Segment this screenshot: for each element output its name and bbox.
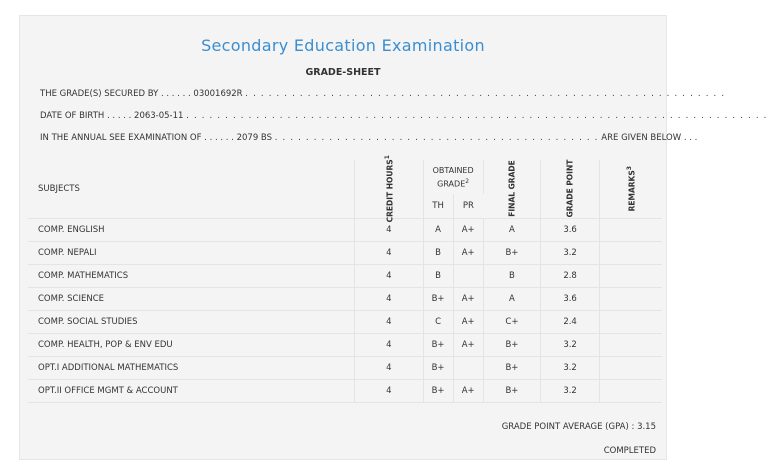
final-grade-cell: B+ <box>483 356 540 379</box>
credit-hours-cell: 4 <box>355 356 423 379</box>
credit-hours-cell: 4 <box>355 310 423 333</box>
practical-grade-cell: A+ <box>453 333 483 356</box>
exam-line <box>40 133 698 145</box>
remarks-cell <box>599 333 662 356</box>
dob-dots: . . . . . . . . . . . . . . . . . . . . . . . . . . . . . . . . . . . . . . . . . . . . . . . . . . . . . . . . . . . . . . . . . . . . . . . . . . . <box>186 111 768 121</box>
theory-grade-cell: C <box>423 310 453 333</box>
theory-grade-cell: B <box>423 241 453 264</box>
table-row <box>28 241 662 264</box>
dob-label: DATE OF BIRTH . . . . . <box>40 111 132 121</box>
final-grade-cell: C+ <box>483 310 540 333</box>
final-grade-cell: A <box>483 287 540 310</box>
table-row <box>28 379 662 402</box>
remarks-cell <box>599 356 662 379</box>
secured-by-line <box>40 89 726 101</box>
subject-cell: COMP. MATHEMATICS <box>28 264 355 287</box>
remarks-cell <box>599 264 662 287</box>
table-row <box>28 264 662 287</box>
practical-grade-cell <box>453 264 483 287</box>
theory-grade-cell: A <box>423 218 453 241</box>
grade-point-cell: 2.8 <box>541 264 600 287</box>
theory-grade-cell: B+ <box>423 333 453 356</box>
remarks-cell <box>599 218 662 241</box>
grade-point-cell: 3.2 <box>541 241 600 264</box>
credit-hours-cell: 4 <box>355 218 423 241</box>
grade-point-cell: 3.2 <box>541 356 600 379</box>
th-header: TH <box>423 194 453 218</box>
pr-header: PR <box>453 194 483 218</box>
remarks-cell <box>599 379 662 402</box>
exam-dots: . . . . . . . . . . . . . . . . . . . . . . . . . . . . . . . . . . . . . . . . . . <box>274 133 599 143</box>
subject-cell: COMP. ENGLISH <box>28 218 355 241</box>
secured-by-label: THE GRADE(S) SECURED BY . . . . . . <box>40 89 191 99</box>
final-grade-header: FINAL GRADE <box>483 160 540 218</box>
remarks-cell <box>599 241 662 264</box>
subject-cell: COMP. SOCIAL STUDIES <box>28 310 355 333</box>
grade-point-cell: 3.2 <box>541 333 600 356</box>
gpa-summary: GRADE POINT AVERAGE (GPA) : 3.15 <box>501 422 656 432</box>
practical-grade-cell: A+ <box>453 218 483 241</box>
subject-cell: COMP. SCIENCE <box>28 287 355 310</box>
obtained-grade-header: OBTAINED GRADE$^2$ <box>423 160 483 194</box>
table-row <box>28 218 662 241</box>
grade-point-header: GRADE POINT <box>541 160 600 218</box>
final-grade-cell: B <box>483 264 540 287</box>
grade-sheet-subtitle: GRADE-SHEET <box>305 67 381 78</box>
practical-grade-cell: A+ <box>453 310 483 333</box>
dob-value: 2063-05-11 <box>134 111 184 121</box>
credit-hours-cell: 4 <box>355 241 423 264</box>
theory-grade-cell: B+ <box>423 379 453 402</box>
practical-grade-cell: A+ <box>453 287 483 310</box>
subject-cell: OPT.I ADDITIONAL MATHEMATICS <box>28 356 355 379</box>
grade-sheet-panel <box>19 15 768 460</box>
grade-point-cell: 3.6 <box>541 287 600 310</box>
final-grade-cell: B+ <box>483 379 540 402</box>
final-grade-cell: B+ <box>483 241 540 264</box>
practical-grade-cell: A+ <box>453 241 483 264</box>
final-grade-cell: A <box>483 218 540 241</box>
practical-grade-cell <box>453 356 483 379</box>
theory-grade-cell: B <box>423 264 453 287</box>
grade-point-cell: 3.2 <box>541 379 600 402</box>
subject-cell: OPT.II OFFICE MGMT & ACCOUNT <box>28 379 355 402</box>
result-status: COMPLETED <box>603 446 656 456</box>
table-row <box>28 356 662 379</box>
exam-title: Secondary Education Examination <box>201 36 485 55</box>
theory-grade-cell: B+ <box>423 356 453 379</box>
remarks-header: REMARKS$^3$ <box>599 160 662 218</box>
grade-point-cell: 3.6 <box>541 218 600 241</box>
table-row <box>28 333 662 356</box>
subject-cell: COMP. HEALTH, POP & ENV EDU <box>28 333 355 356</box>
grades-table <box>28 154 662 403</box>
exam-year: 2079 BS <box>236 133 273 143</box>
theory-grade-cell: B+ <box>423 287 453 310</box>
table-row <box>28 310 662 333</box>
exam-end: ARE GIVEN BELOW . . . <box>601 133 698 143</box>
credit-hours-cell: 4 <box>355 379 423 402</box>
subject-cell: COMP. NEPALI <box>28 241 355 264</box>
grade-point-cell: 2.4 <box>541 310 600 333</box>
credit-hours-cell: 4 <box>355 333 423 356</box>
remarks-cell <box>599 287 662 310</box>
practical-grade-cell: A+ <box>453 379 483 402</box>
remarks-cell <box>599 310 662 333</box>
symbol-number: 03001692R <box>193 89 243 99</box>
final-grade-cell: B+ <box>483 333 540 356</box>
table-row <box>28 287 662 310</box>
dob-line <box>40 111 768 123</box>
credit-hours-cell: 4 <box>355 287 423 310</box>
subjects-header: SUBJECTS <box>28 160 355 218</box>
secured-by-dots: . . . . . . . . . . . . . . . . . . . . . . . . . . . . . . . . . . . . . . . . . . . . . . . . . . . . . . . . . . . . . . <box>245 89 726 99</box>
credit-hours-header: CREDIT HOURS$^1$ <box>355 160 423 218</box>
credit-hours-cell: 4 <box>355 264 423 287</box>
exam-label: IN THE ANNUAL SEE EXAMINATION OF . . . . . . <box>40 133 234 143</box>
